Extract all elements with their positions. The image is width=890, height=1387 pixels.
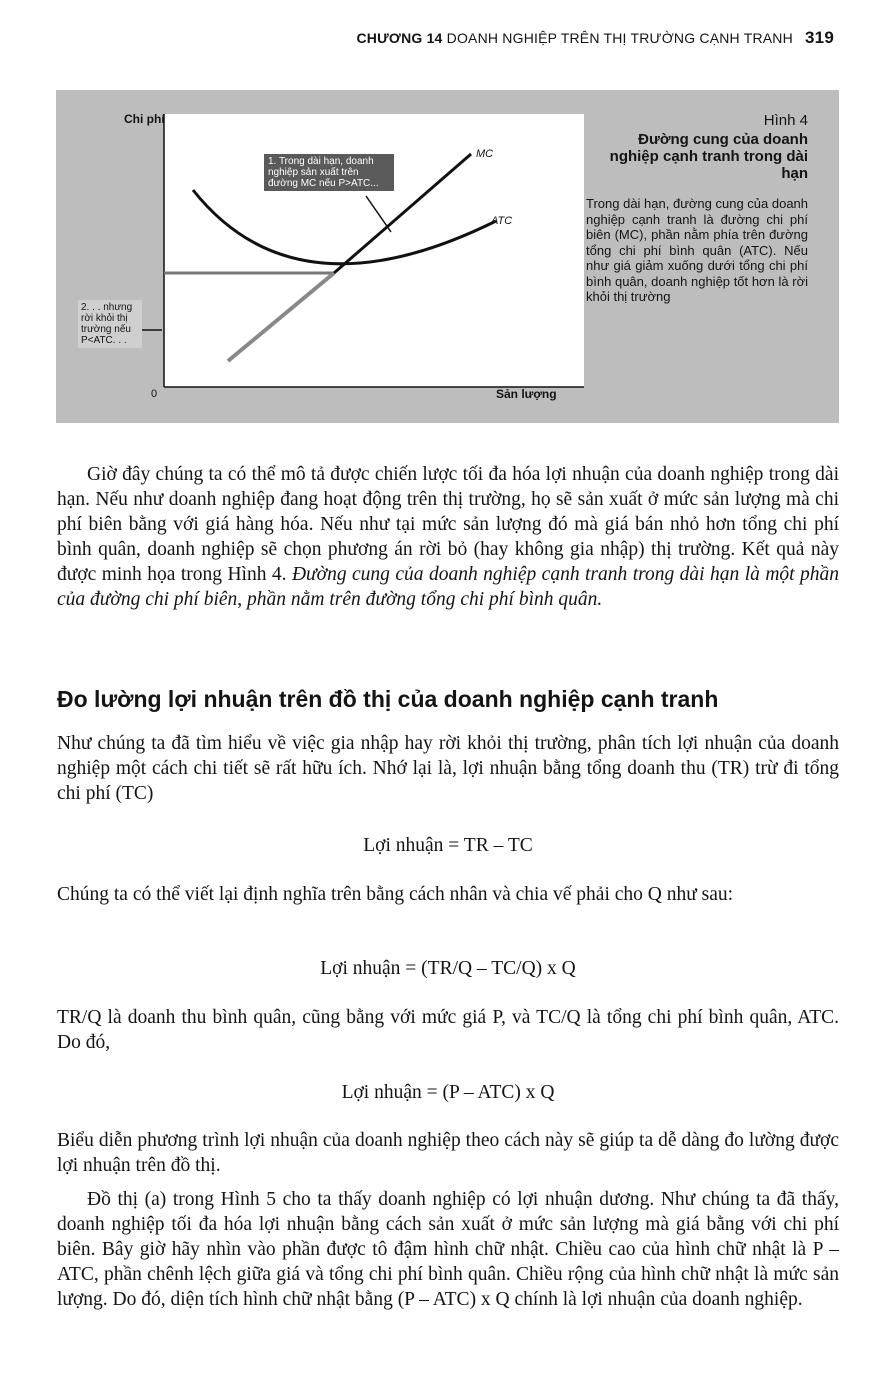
paragraph-1-block [57,462,839,612]
mc-lower-segment [228,273,334,361]
mc-label: MC [476,148,494,160]
section-heading: Đo lường lợi nhuận trên đồ thị của doanh nghiệp cạnh tranh [57,686,719,712]
paragraph-2-block [57,731,839,806]
annotation-1: 1. Trong dài hạn, doanh nghiệp sản xuất trên đường MC nếu P>ATC... [264,154,394,191]
figure-caption [586,112,808,305]
paragraph-6: Đồ thị (a) trong Hình 5 cho ta thấy doanh nghiệp có lợi nhuận dương. Như chúng ta đã thấy, doanh nghiệp tối đa hóa lợi nhuận bằng cách sản xuất ở mức sản lượng mà giá bằng với chi phí biên. Bây giờ hãy nhìn vào phần được tô đậm hình chữ nhật. Chiều cao của hình chữ nhật là P – ATC, phần chênh lệch giữa giá và tổng chi phí bình quân. Chiều rộng của hình chữ nhật là mức sản lượng. Do đó, diện tích hình chữ nhật bằng (P – ATC) x Q chính là lợi nhuận của doanh nghiệp. [57,1189,839,1310]
equation-2: Lợi nhuận = (TR/Q – TC/Q) x Q [320,958,576,979]
paragraph-6-block [57,1187,839,1312]
y-axis-label: Chi phí [124,112,165,126]
running-head [60,28,834,48]
paragraph-3: Chúng ta có thể viết lại định nghĩa trên bằng cách nhân và chia vế phải cho Q như sau: [57,884,734,905]
note1-pointer [366,196,391,232]
page-number: 319 [805,28,834,47]
equation-1: Lợi nhuận = TR – TC [363,835,533,856]
annotation-2: 2. . . nhưng rời khỏi thị trường nếu P<ATC. . . [78,300,142,348]
paragraph-3-block [57,882,839,907]
chapter-label: CHƯƠNG 14 [356,30,443,46]
figure-title: Đường cung của doanh nghiệp cạnh tranh trong dài hạn [609,131,808,182]
paragraph-5: Biểu diễn phương trình lợi nhuận của doanh nghiệp theo cách này sẽ giúp ta dễ dàng đo lường được lợi nhuận trên đồ thị. [57,1130,839,1176]
x-axis-label: Sản lượng [496,387,557,401]
paragraph-5-block [57,1128,839,1178]
figure-description: Trong dài hạn, đường cung của doanh nghiệp cạnh tranh là đường chi phí biên (MC), phần nằm phía trên đường tổng chi phí bình quân (ATC). Nếu như giá giảm xuống dưới tổng chi phí bình quân, doanh nghiệp tốt hơn là rời khỏi thị trường [586,196,809,304]
equation-3: Lợi nhuận = (P – ATC) x Q [341,1082,555,1103]
chapter-title: DOANH NGHIỆP TRÊN THỊ TRƯỜNG CẠNH TRANH [446,30,793,46]
paragraph-1-italic: Đường cung của doanh nghiệp cạnh tranh trong dài hạn là một phần của đường chi phí biên, phần nằm trên đường tổng chi phí bình quân. [57,564,840,610]
atc-curve [193,190,496,264]
paragraph-4: TR/Q là doanh thu bình quân, cũng bằng với mức giá P, và TC/Q là tổng chi phí bình quân, ATC. Do đó, [57,1007,839,1053]
atc-label: ATC [491,215,513,227]
paragraph-2: Như chúng ta đã tìm hiểu về việc gia nhập hay rời khỏi thị trường, phân tích lợi nhuận của doanh nghiệp một cách chi tiết sẽ rất hữu ích. Nhớ lại là, lợi nhuận bằng tổng doanh thu (TR) trừ đi tổng chi phí (TC) [57,733,839,804]
figure-number: Hình 4 [763,112,808,129]
origin-label: 0 [151,388,158,400]
paragraph-4-block [57,1005,839,1055]
paragraph-1: Giờ đây chúng ta có thể mô tả được chiến lược tối đa hóa lợi nhuận của doanh nghiệp trong dài hạn. Nếu như doanh nghiệp đang hoạt động trên thị trường, họ sẽ sản xuất ở mức sản lượng mà chi phí biên bằng với giá hàng hóa. Nếu như tại mức sản lượng đó mà giá bán nhỏ hơn tổng chi phí bình quân, doanh nghiệp sẽ chọn phương án rời bỏ (hay không gia nhập) thị trường. Kết quả này được minh họa trong Hình 4. [57,464,839,585]
figure-4-panel [56,90,839,423]
